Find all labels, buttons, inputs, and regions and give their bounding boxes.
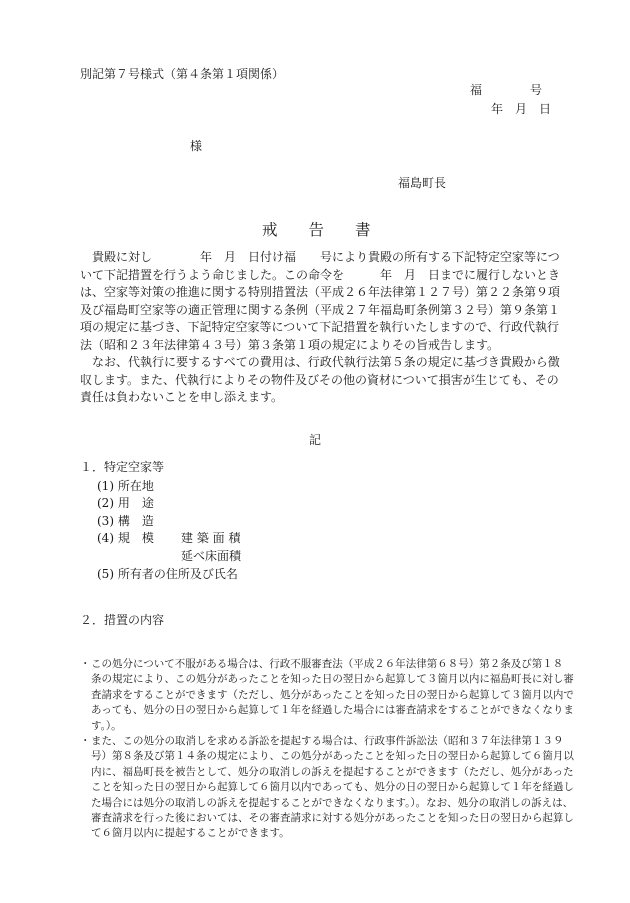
form-label: 別記第７号様式（第４条第１項関係） — [80, 67, 285, 81]
issue-date: 年 月 日 — [491, 102, 552, 116]
paragraph-line: 及び福島町空家等の適正管理に関する条例（平成２７年福島町条例第３２号）第９条第１ — [80, 302, 561, 317]
note-line: 内に、福島町長を被告として、処分の取消しの訴えを提起することができます（ただし、処分があった — [91, 765, 574, 778]
note-line: この処分について不服がある場合は、行政不服審査法（平成２６年法律第６８号）第２条及び第１８ — [91, 658, 564, 670]
title-char-3: 書 — [355, 221, 372, 239]
ki-marker: 記 — [309, 433, 322, 447]
note-line: 号）第８条及び第１４条の規定により、この処分があったことを知った日の翌日から起算して６箇月以 — [91, 750, 574, 763]
lawsuit-note — [80, 734, 574, 842]
item-use: (2) 用 途 — [97, 496, 154, 510]
bullet: ・ — [80, 658, 91, 670]
title-char-1: 戒 — [262, 221, 279, 239]
document-number: 福 号 — [470, 83, 543, 97]
document-title — [262, 218, 372, 240]
paragraph-line: 収します。また、代執行によりその物件及びその他の資材について損害が生じても、その — [80, 372, 559, 387]
addressee-suffix: 様 — [190, 139, 203, 153]
note-line: て６箇月以内に提起することができます。 — [91, 827, 290, 840]
note-line: あっても、処分の日の翌日から起算して１年を経過した場合には審査請求をすることができなくなりま — [91, 704, 574, 717]
appeal-note — [80, 657, 574, 734]
paragraph-line: 責任は負わないことを申し添えます。 — [80, 390, 284, 404]
building-area-label: 建 築 面 積 — [181, 531, 241, 545]
note-line: す。）。 — [91, 719, 122, 732]
note-line: 審査請求を行った後においては、その審査請求に対する処分があったことを知った日の翌日から起算し — [91, 812, 574, 825]
item-location: (1) 所在地 — [97, 479, 154, 493]
paragraph-line: 項の規定に基づき、下記特定空家等について下記措置を執行いたしますので、行政代執行 — [80, 320, 560, 334]
paragraph-line: 貴殿に対し 年 月 日付け福 号により貴殿の所有する下記特定空家等につ — [80, 250, 560, 264]
paragraph-line: いて下記措置を行うよう命じました。この命令を 年 月 日までに履行しないとき — [80, 267, 561, 282]
body-paragraph-2 — [80, 354, 560, 407]
bullet: ・ — [80, 735, 91, 747]
section-1-heading: １．特定空家等 — [80, 460, 165, 474]
note-line: た場合には処分の取消しの訴えを提起することができなくなります。）。なお、処分の取消しの訴えは、 — [91, 796, 574, 809]
note-line: また、この処分の取消しを求める訴訟を提起する場合は、行政事件訴訟法（昭和３７年法律第１３９ — [91, 735, 564, 747]
paragraph-line: 法（昭和２３年法律第４３号）第３条第１項の規定によりその旨戒告します。 — [80, 337, 500, 352]
item-owner: (5) 所有者の住所及び氏名 — [97, 567, 238, 581]
floor-area-label: 延べ床面積 — [181, 549, 242, 563]
sender-name: 福島町長 — [398, 176, 447, 190]
paragraph-line: は、空家等対策の推進に関する特別措置法（平成２６年法律第１２７号）第２２条第９項 — [80, 285, 561, 299]
item-structure: (3) 構 造 — [97, 514, 154, 528]
title-char-2: 告 — [308, 221, 326, 239]
note-line: ことを知った日の翌日から起算して６箇月以内であっても、処分の日の翌日から起算して１年を経過し — [91, 781, 574, 794]
body-paragraph-1 — [80, 249, 561, 354]
section-2-heading: ２．措置の内容 — [80, 613, 165, 627]
note-line: 条の規定により、この処分があったことを知った日の翌日から起算して３箇月以内に福島町長に対し審 — [91, 673, 574, 686]
paragraph-line: なお、代執行に要するすべての費用は、行政代執行法第５条の規定に基づき貴殿から徴 — [80, 355, 560, 369]
note-line: 査請求をすることができます（ただし、処分があったことを知った日の翌日から起算して３箇月以内で — [91, 688, 574, 701]
item-scale: (4) 規 模 — [97, 531, 154, 545]
